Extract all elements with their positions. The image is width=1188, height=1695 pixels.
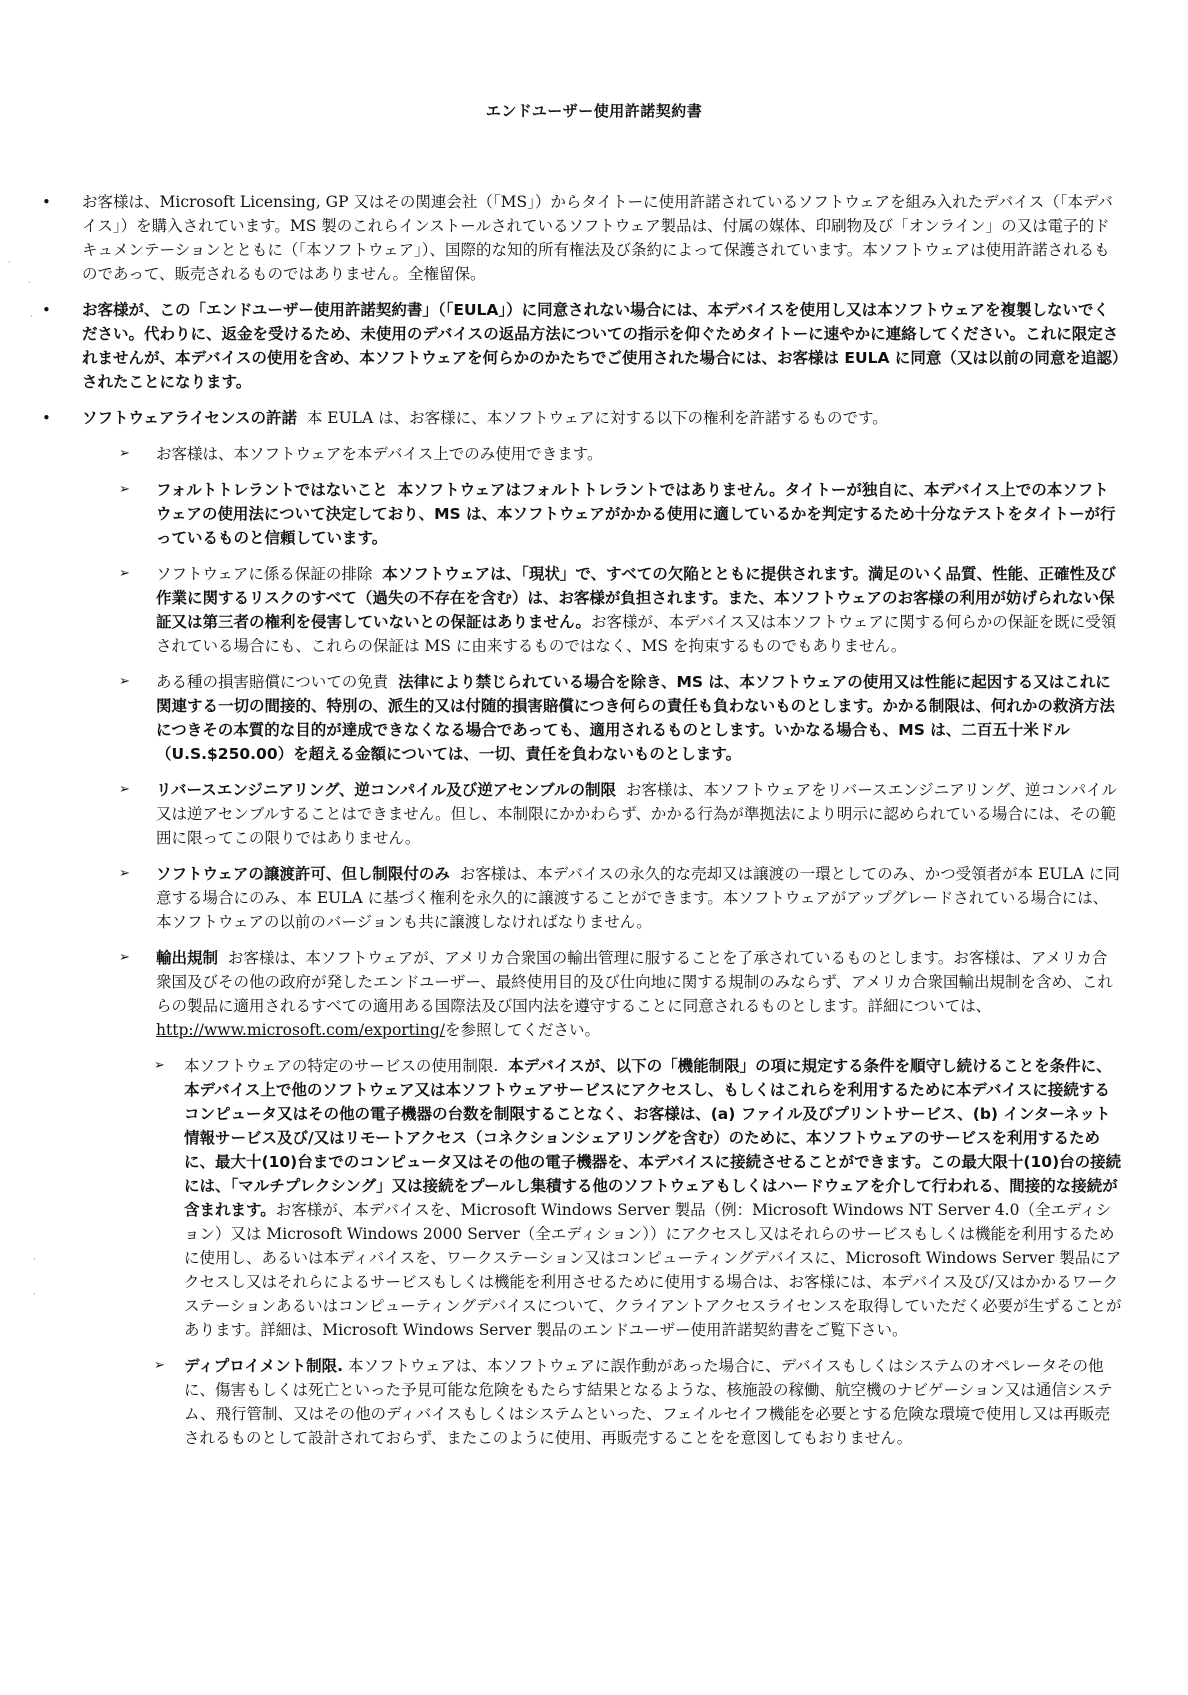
clause-not-fault-tolerant-text: 本ソフトウェアはフォルトトレラントではありません。タイトーが独自に、本デバイス上での本ソフトウェアの使用法について決定しており、MS は、本ソフトウェアがかかる使用に適しているかを判定するため十分なテストをタイトーが行っているものと信頼しています。: [156, 481, 1116, 547]
arrow-bullet-icon: ➢: [154, 1358, 165, 1373]
arrow-bullet-icon: ➢: [119, 566, 130, 581]
section-purchase: [42, 190, 1122, 286]
clause-no-warranty-bold: 本ソフトウェアは、「現状」で、すべての欠陥とともに提供されます。満足のいく品質、性能、正確性及び作業に関するリスクのすべて（過失の不存在を含む）は、お客様が負担されます。また、本ソフトウェアのお客様の利用が妨げられない保証又は第三者の権利を侵害していないとの保証はありません。: [156, 565, 1117, 631]
clause-deployment-limits: [42, 1354, 1122, 1450]
document-body: [42, 190, 1122, 1462]
clause-no-warranty-heading: ソフトウェアに係る保証の排除: [156, 565, 373, 583]
scan-speck: ·: [33, 1290, 36, 1299]
clause-deployment-limits-text: 本ソフトウェアは、本ソフトウェアに誤作動があった場合に、デバイスもしくはシステムのオペレータその他に、傷害もしくは死亡といった予見可能な危険をもたらす結果となるような、核施設の稼働、航空機のナビゲーション又は通信システム、飛行管制、又はその他のディバイスもしくはシステムといった、フェイルセイフ機能を必要とする危険な環境で使用し又は再販売されるものとして設計されておらず、またこのように使用、再販売することをを意図してもおりません。: [184, 1357, 1113, 1447]
arrow-bullet-icon: ➢: [119, 446, 130, 461]
clause-reverse-engineering-text: お客様は、本ソフトウェアをリバースエンジニアリング、逆コンパイル又は逆アセンブルすることはできません。但し、本制限にかかわらず、かかる行為が準拠法により明示に認められている場合には、その範囲に限ってこの限りではありません。: [156, 781, 1117, 847]
arrow-bullet-icon: ➢: [119, 782, 130, 797]
document-title: エンドユーザー使用許諾契約書: [485, 102, 703, 120]
clause-reverse-engineering: [42, 778, 1122, 850]
export-link[interactable]: http://www.microsoft.com/exporting/: [156, 1021, 445, 1039]
section-consent: [42, 298, 1122, 394]
section-license-grant-heading: ソフトウェアライセンスの許諾: [82, 409, 297, 427]
clause-transfer: [42, 862, 1122, 934]
clause-not-fault-tolerant: [42, 478, 1122, 550]
bullet-icon: •: [42, 409, 51, 427]
clause-damages-exclusion-heading: ある種の損害賠償についての免責: [156, 673, 389, 691]
clause-device-use-text: お客様は、本ソフトウェアを本デバイス上でのみ使用できます。: [156, 445, 603, 463]
clause-export-tail: を参照してください。: [445, 1021, 601, 1039]
arrow-bullet-icon: ➢: [119, 950, 130, 965]
section-license-grant: [42, 406, 1122, 430]
clause-service-limits-text: お客様が、本デバイスを、Microsoft Windows Server 製品（例：Microsoft Windows NT Server 4.0（全エディション）又は Microsoft Windows 2000 Server（全エディション））にアクセスし又はそれらのサービスもしくは機能を利用するために使用し、あるいは本ディバイスを、ワークステーション又はコンピューティングデバイスに、Microsoft Windows Server 製品にアクセスし又はそれらによるサービスもしくは機能を利用させるために使用する場合は、お客様には、本デバイス及び/又はかかるワークステーションあるいはコンピューティングデバイスについて、クライアントアクセスライセンスを取得していただく必要が生ずることがあります。詳細は、Microsoft Windows Server 製品のエンドユーザー使用許諾契約書をご覧下さい。: [184, 1201, 1122, 1339]
clause-service-limits: [42, 1054, 1122, 1342]
arrow-bullet-icon: ➢: [119, 866, 130, 881]
section-consent-text: お客様が、この「エンドユーザー使用許諾契約書」（「EULA」）に同意されない場合には、本デバイスを使用し又は本ソフトウェアを複製しないでください。代わりに、返金を受けるため、未使用のデバイスの返品方法についての指示を仰ぐためタイトーに速やかに連絡してください。: [82, 301, 1109, 343]
clause-damages-exclusion-bold: 法律により禁じられている場合を除き、MS は、本ソフトウェアの使用又は性能に起因する又はこれに関連する一切の間接的、特別の、派生的又は付随的損害賠償につき何らの責任も負わないものとします。かかる制限は、何れかの救済方法につきその本質的な目的が達成できなくなる場合であっても、適用されるものとします。いかなる場合も、MS は、二百五十米ドル（U.S.$250.00）を超える金額については、一切、責任を負わないものとします。: [156, 673, 1115, 763]
clause-export: [42, 946, 1122, 1042]
bullet-icon: •: [42, 193, 51, 211]
clause-reverse-engineering-heading: リバースエンジニアリング、逆コンパイル及び逆アセンブルの制限: [156, 781, 616, 799]
clause-deployment-limits-heading: ディプロイメント制限.: [184, 1357, 344, 1375]
scan-speck: ·: [33, 1255, 36, 1264]
section-consent-bold: これに限定されませんが、本デバイスの使用を含め、本ソフトウェアを何らかのかたちでご使用された場合には、お客様は EULA に同意（又は以前の同意を追認）されたことになります。: [82, 325, 1120, 391]
clause-no-warranty-text: お客様が、本デバイス又は本ソフトウェアに関する何らかの保証を既に受領されている場合にも、これらの保証は MS に由来するものではなく、MS を拘束するものでもありません。: [156, 613, 1117, 655]
arrow-bullet-icon: ➢: [119, 674, 130, 689]
clause-export-heading: 輸出規制: [156, 949, 219, 967]
section-license-grant-text: 本 EULA は、お客様に、本ソフトウェアに対する以下の権利を許諾するものです。: [306, 409, 888, 427]
clause-device-use: [42, 442, 1122, 466]
clause-not-fault-tolerant-heading: フォルトトレラントではないこと: [156, 481, 388, 499]
clause-service-limits-bold: 本デバイスが、以下の「機能制限」の項に規定する条件を順守し続けることを条件に、本デバイス上で他のソフトウェア又は本ソフトウェアサービスにアクセスし、もしくはこれらを利用するために本デバイスに接続するコンピュータ又はその他の電子機器の台数を制限することなく、お客様は、(a) ファイル及びプリントサービス、(b) インターネット情報サービス及び/又はリモートアクセス（コネクションシェアリングを含む）のために、本ソフトウェアのサービスを利用するために、最大十(10)台までのコンピュータ又はその他の電子機器を、本デバイスに接続させることができます。この最大限十(10)台の接続には、「マルチプレクシング」又は接続をプールし集積する他のソフトウェアもしくはハードウェアを介して行われる、間接的な接続が含まれます。: [184, 1057, 1122, 1219]
arrow-bullet-icon: ➢: [119, 482, 130, 497]
clause-no-warranty: [42, 562, 1122, 658]
clause-export-text: お客様は、本ソフトウェアが、アメリカ合衆国の輸出管理に服することを了承されているものとします。お客様は、アメリカ合衆国及びその他の政府が発したエンドユーザー、最終使用目的及び仕向地に関する規制のみならず、アメリカ合衆国輸出規制を含め、これらの製品に適用されるすべての適用ある国際法及び国内法を遵守することに同意されるものとします。詳細については、: [156, 949, 1113, 1015]
arrow-bullet-icon: ➢: [154, 1058, 165, 1073]
bullet-icon: •: [42, 301, 51, 319]
scan-speck: ·: [28, 278, 31, 287]
clause-service-limits-heading: 本ソフトウェアの特定のサービスの使用制限.: [184, 1057, 499, 1075]
clause-damages-exclusion: [42, 670, 1122, 766]
clause-transfer-heading: ソフトウェアの譲渡許可、但し制限付のみ: [156, 865, 450, 883]
clause-transfer-text: お客様は、本デバイスの永久的な売却又は譲渡の一環としてのみ、かつ受領者が本 EULA に同意する場合にのみ、本 EULA に基づく権利を永久的に譲渡することができます。本ソフトウェアがアップグレードされている場合には、本ソフトウェアの以前のバージョンも共に譲渡しなければなりません。: [156, 865, 1120, 931]
section-purchase-text: お客様は、Microsoft Licensing, GP 又はその関連会社（「MS」）からタイトーに使用許諾されているソフトウェアを組み入れたデバイス（「本デバイス」）を購入されています。MS 製のこれらインストールされているソフトウェア製品は、付属の媒体、印刷物及び「オンライン」の又は電子的ドキュメンテーションとともに（「本ソフトウェア」）、国際的な知的所有権法及び条約によって保護されています。本ソフトウェアは使用許諾されるものであって、販売されるものではありません。全権留保。: [82, 193, 1113, 283]
scan-speck: ·: [8, 258, 11, 267]
scan-speck: ·: [30, 312, 33, 321]
